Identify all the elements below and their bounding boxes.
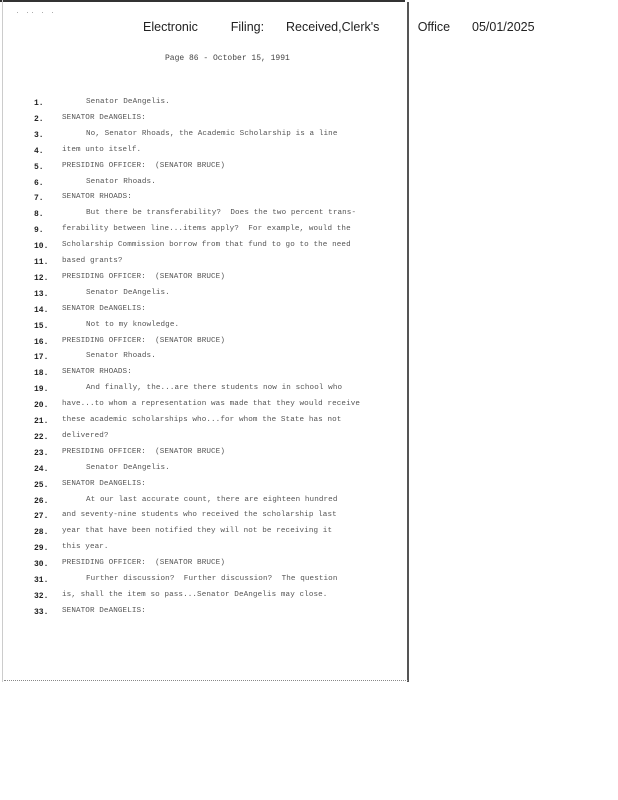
transcript-line: SENATOR DeANGELIS:: [62, 606, 146, 615]
line-number: 9.: [34, 226, 44, 236]
transcript-line: year that have been notified they will not be receiving it: [62, 527, 333, 536]
line-number: 10.: [34, 242, 49, 252]
scan-border-right: [407, 2, 409, 682]
transcript-line: SENATOR DeANGELIS:: [62, 304, 146, 313]
scan-noise: · ·· · ·: [16, 10, 57, 16]
transcript-line: this year.: [62, 543, 109, 552]
line-number: 27.: [34, 512, 49, 522]
scan-border-left: [2, 0, 3, 682]
line-number: 20.: [34, 401, 49, 411]
transcript-line: delivered?: [62, 431, 109, 440]
transcript-line: And finally, the...are there students now in school who: [86, 384, 343, 393]
transcript-line: and seventy-nine students who received the scholarship last: [62, 511, 337, 520]
transcript-line: Senator Rhoads.: [86, 177, 156, 186]
line-number: 23.: [34, 448, 49, 458]
line-number: 32.: [34, 591, 49, 601]
line-number: 31.: [34, 576, 49, 585]
line-number: 22.: [34, 432, 49, 442]
transcript-line: item unto itself.: [62, 145, 142, 154]
transcript-line: PRESIDING OFFICER: (SENATOR BRUCE): [62, 336, 225, 345]
transcript-line: SENATOR RHOADS:: [62, 193, 132, 202]
line-number: 24.: [34, 464, 49, 474]
line-number: 6.: [34, 178, 44, 188]
line-number: 13.: [34, 289, 49, 299]
line-number: 17.: [34, 353, 49, 363]
line-number: 8.: [34, 210, 44, 220]
transcript-line: have...to whom a representation was made that they would receive: [62, 400, 361, 409]
transcript-line: these academic scholarships who...for whom the State has not: [62, 416, 342, 424]
scan-border-top: [0, 0, 405, 2]
transcript-line: SENATOR DeANGELIS:: [62, 479, 146, 488]
filing-stamp: [143, 20, 535, 34]
line-number: 26.: [34, 496, 49, 506]
line-number: 25.: [34, 480, 49, 490]
line-number: 1.: [34, 99, 44, 108]
transcript-line: SENATOR RHOADS:: [62, 368, 132, 377]
transcript-line: Further discussion? Further discussion? The question: [86, 575, 338, 583]
transcript-line: based grants?: [62, 257, 123, 265]
line-number: 19.: [34, 385, 49, 395]
transcript-line: Senator DeAngelis.: [86, 288, 170, 297]
transcript-line: Scholarship Commission borrow from that fund to go to the need: [62, 241, 351, 250]
stamp-received: Received,Clerk's: [285, 20, 380, 34]
transcript-line: PRESIDING OFFICER: (SENATOR BRUCE): [62, 272, 225, 281]
transcript-line: PRESIDING OFFICER: (SENATOR BRUCE): [62, 447, 225, 456]
transcript-line: At our last accurate count, there are eighteen hundred: [86, 495, 338, 504]
line-number: 3.: [34, 130, 44, 140]
line-number: 7.: [34, 194, 44, 204]
transcript-line: SENATOR DeANGELIS:: [62, 113, 146, 122]
line-number: 4.: [34, 146, 44, 156]
transcript-line: is, shall the item so pass...Senator DeAngelis may close.: [62, 590, 328, 599]
transcript-line: No, Senator Rhoads, the Academic Scholarship is a line: [86, 129, 338, 138]
line-number: 18.: [34, 369, 49, 379]
stamp-filing: Filing:: [230, 20, 265, 34]
transcript-line: Senator DeAngelis.: [86, 98, 170, 106]
line-number: 12.: [34, 273, 49, 283]
line-number: 33.: [34, 607, 49, 617]
transcript-line: PRESIDING OFFICER: (SENATOR BRUCE): [62, 161, 225, 170]
line-number: 29.: [34, 544, 49, 554]
transcript-line: Senator DeAngelis.: [86, 463, 170, 472]
line-number: 14.: [34, 305, 49, 315]
line-number: 2.: [34, 114, 44, 124]
transcript-line: PRESIDING OFFICER: (SENATOR BRUCE): [62, 559, 225, 568]
line-number: 5.: [34, 162, 44, 172]
transcript-line: Not to my knowledge.: [86, 320, 180, 329]
line-number: 16.: [34, 337, 49, 347]
transcript-line: Senator Rhoads.: [86, 352, 156, 361]
line-number: 30.: [34, 560, 49, 570]
stamp-date: 05/01/2025: [472, 20, 535, 34]
line-number: 21.: [34, 417, 49, 426]
line-number: 28.: [34, 528, 49, 538]
line-number: 11.: [34, 258, 49, 267]
stamp-office: Office: [417, 20, 451, 34]
page-header: Page 86 - October 15, 1991: [165, 54, 290, 63]
transcript-line: But there be transferability? Does the two percent trans-: [86, 209, 357, 218]
transcript-line: ferability between line...items apply? For example, would the: [62, 225, 351, 234]
line-number: 15.: [34, 321, 49, 331]
scan-border-bottom: [4, 680, 408, 682]
stamp-electronic: Electronic: [143, 20, 198, 34]
